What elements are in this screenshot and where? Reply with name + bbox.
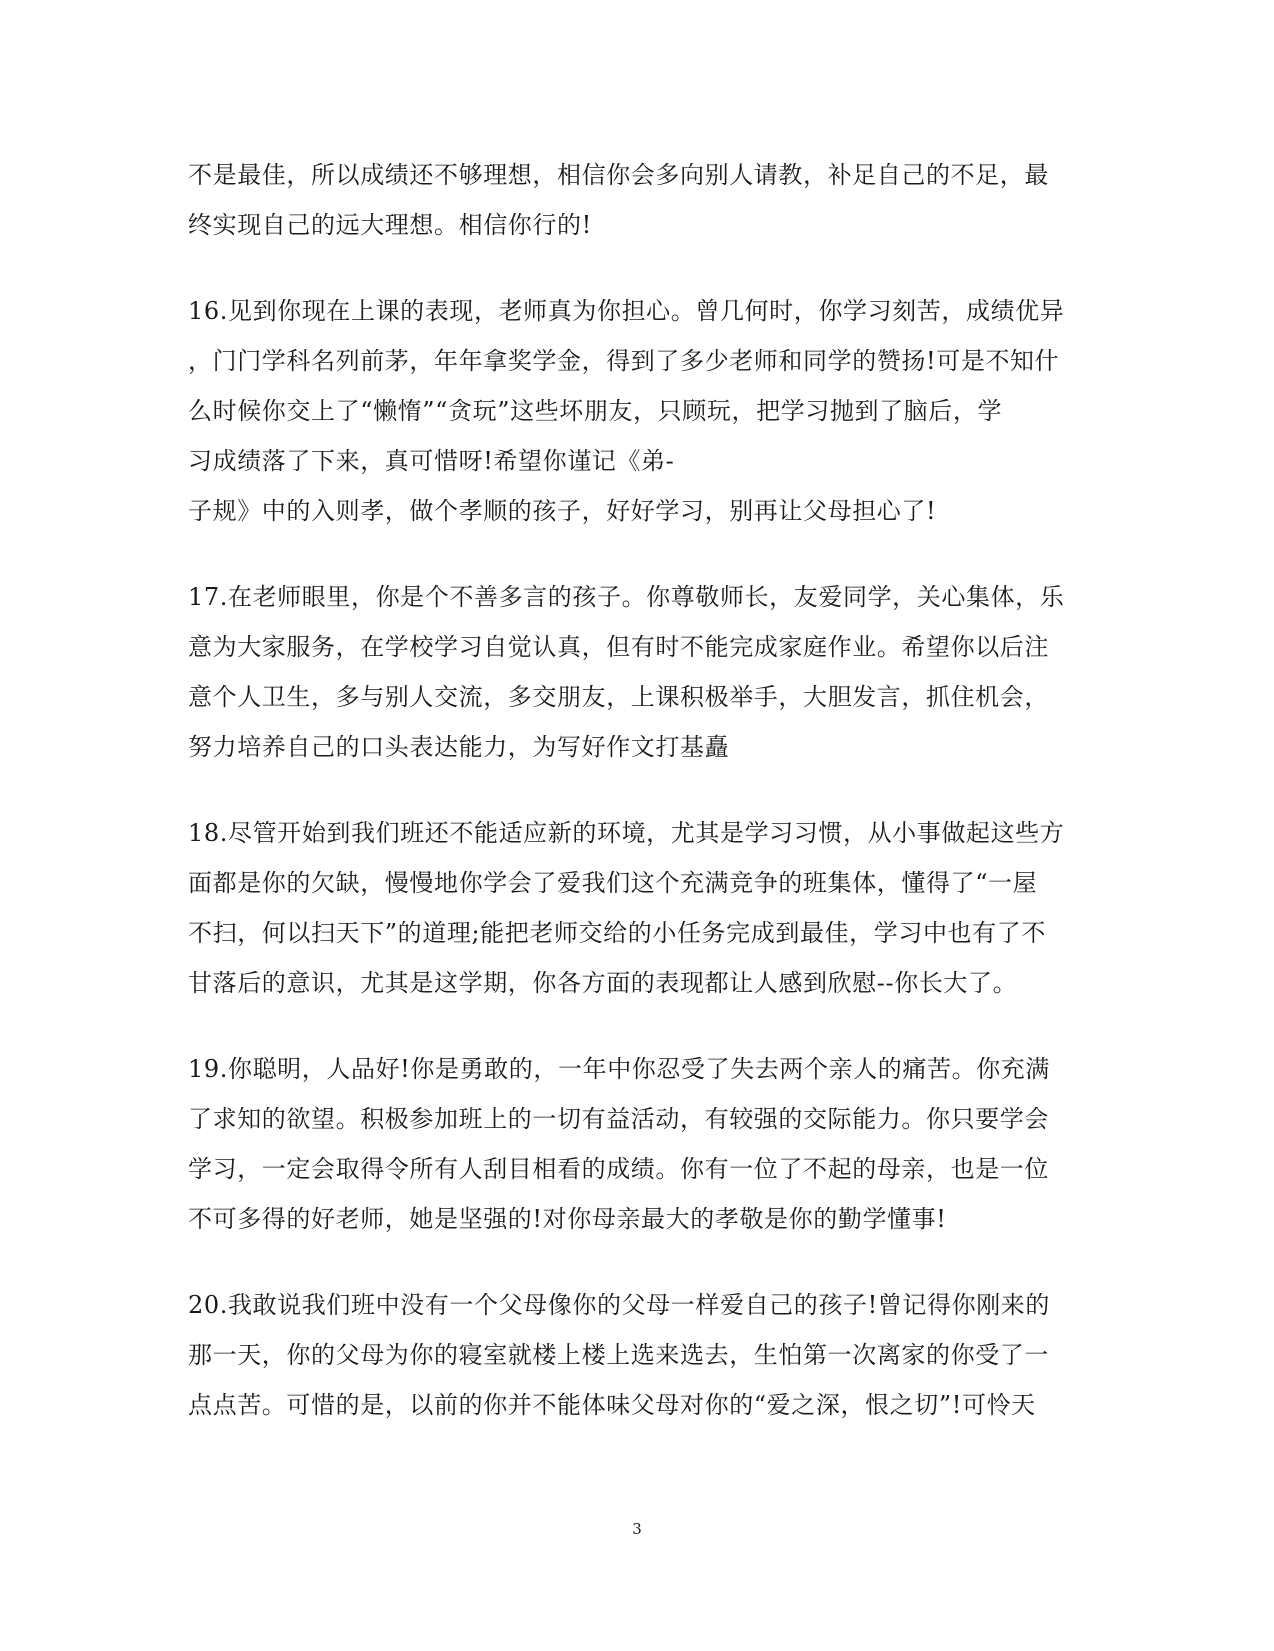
- text-line: 子规》中的入则孝，做个孝顺的孩子，好好学习，别再让父母担心了!: [188, 497, 937, 525]
- text-line: 不扫，何以扫天下”的道理;能把老师交给的小任务完成到最佳，学习中也有了不: [188, 919, 1046, 947]
- text-line: 习成绩落了下来，真可惜呀!希望你谨记《弟-: [188, 447, 675, 475]
- text-line: 16.见到你现在上课的表现，老师真为你担心。曾几何时，你学习刻苦，成绩优异: [188, 297, 1065, 325]
- text-line: 面都是你的欠缺，慢慢地你学会了爱我们这个充满竞争的班集体，懂得了“一屋: [188, 869, 1038, 897]
- text-line: 意个人卫生，多与别人交流，多交朋友，上课积极举手，大胆发言，抓住机会，: [188, 683, 1049, 711]
- text-line: 17.在老师眼里，你是个不善多言的孩子。你尊敬师长，友爱同学，关心集体，乐: [188, 583, 1065, 611]
- text-line: 18.尽管开始到我们班还不能适应新的环境，尤其是学习习惯，从小事做起这些方: [188, 819, 1065, 847]
- text-line: 不可多得的好老师，她是坚强的!对你母亲最大的孝敬是你的勤学懂事!: [188, 1205, 947, 1233]
- text-line: 么时候你交上了“懒惰”“贪玩”这些坏朋友，只顾玩，把学习抛到了脑后，学: [188, 397, 1003, 425]
- text-line: 意为大家服务，在学校学习自觉认真，但有时不能完成家庭作业。希望你以后注: [188, 633, 1049, 661]
- text-line: 努力培养自己的口头表达能力，为写好作文打基矗: [188, 733, 730, 761]
- text-line: 了求知的欲望。积极参加班上的一切有益活动，有较强的交际能力。你只要学会: [188, 1105, 1049, 1133]
- text-line: 点点苦。可惜的是，以前的你并不能体味父母对你的“爱之深，恨之切”!可怜天: [188, 1391, 1036, 1419]
- text-line: 不是最佳，所以成绩还不够理想，相信你会多向别人请教，补足自己的不足，最: [188, 161, 1049, 189]
- text-line: 20.我敢说我们班中没有一个父母像你的父母一样爱自己的孩子!曾记得你刚来的: [188, 1291, 1051, 1319]
- text-line: 那一天，你的父母为你的寝室就楼上楼上选来选去，生怕第一次离家的你受了一: [188, 1341, 1049, 1369]
- text-line: ，门门学科名列前茅，年年拿奖学金，得到了多少老师和同学的赞扬!可是不知什: [188, 347, 1060, 375]
- text-line: 甘落后的意识，尤其是这学期，你各方面的表现都让人感到欣慰--你长大了。: [188, 969, 1018, 997]
- text-line: 终实现自己的远大理想。相信你行的!: [188, 211, 592, 239]
- text-line: 19.你聪明，人品好!你是勇敢的，一年中你忍受了失去两个亲人的痛苦。你充满: [188, 1055, 1051, 1083]
- text-line: 学习，一定会取得令所有人刮目相看的成绩。你有一位了不起的母亲，也是一位: [188, 1155, 1049, 1183]
- page-number: 3: [632, 1520, 642, 1538]
